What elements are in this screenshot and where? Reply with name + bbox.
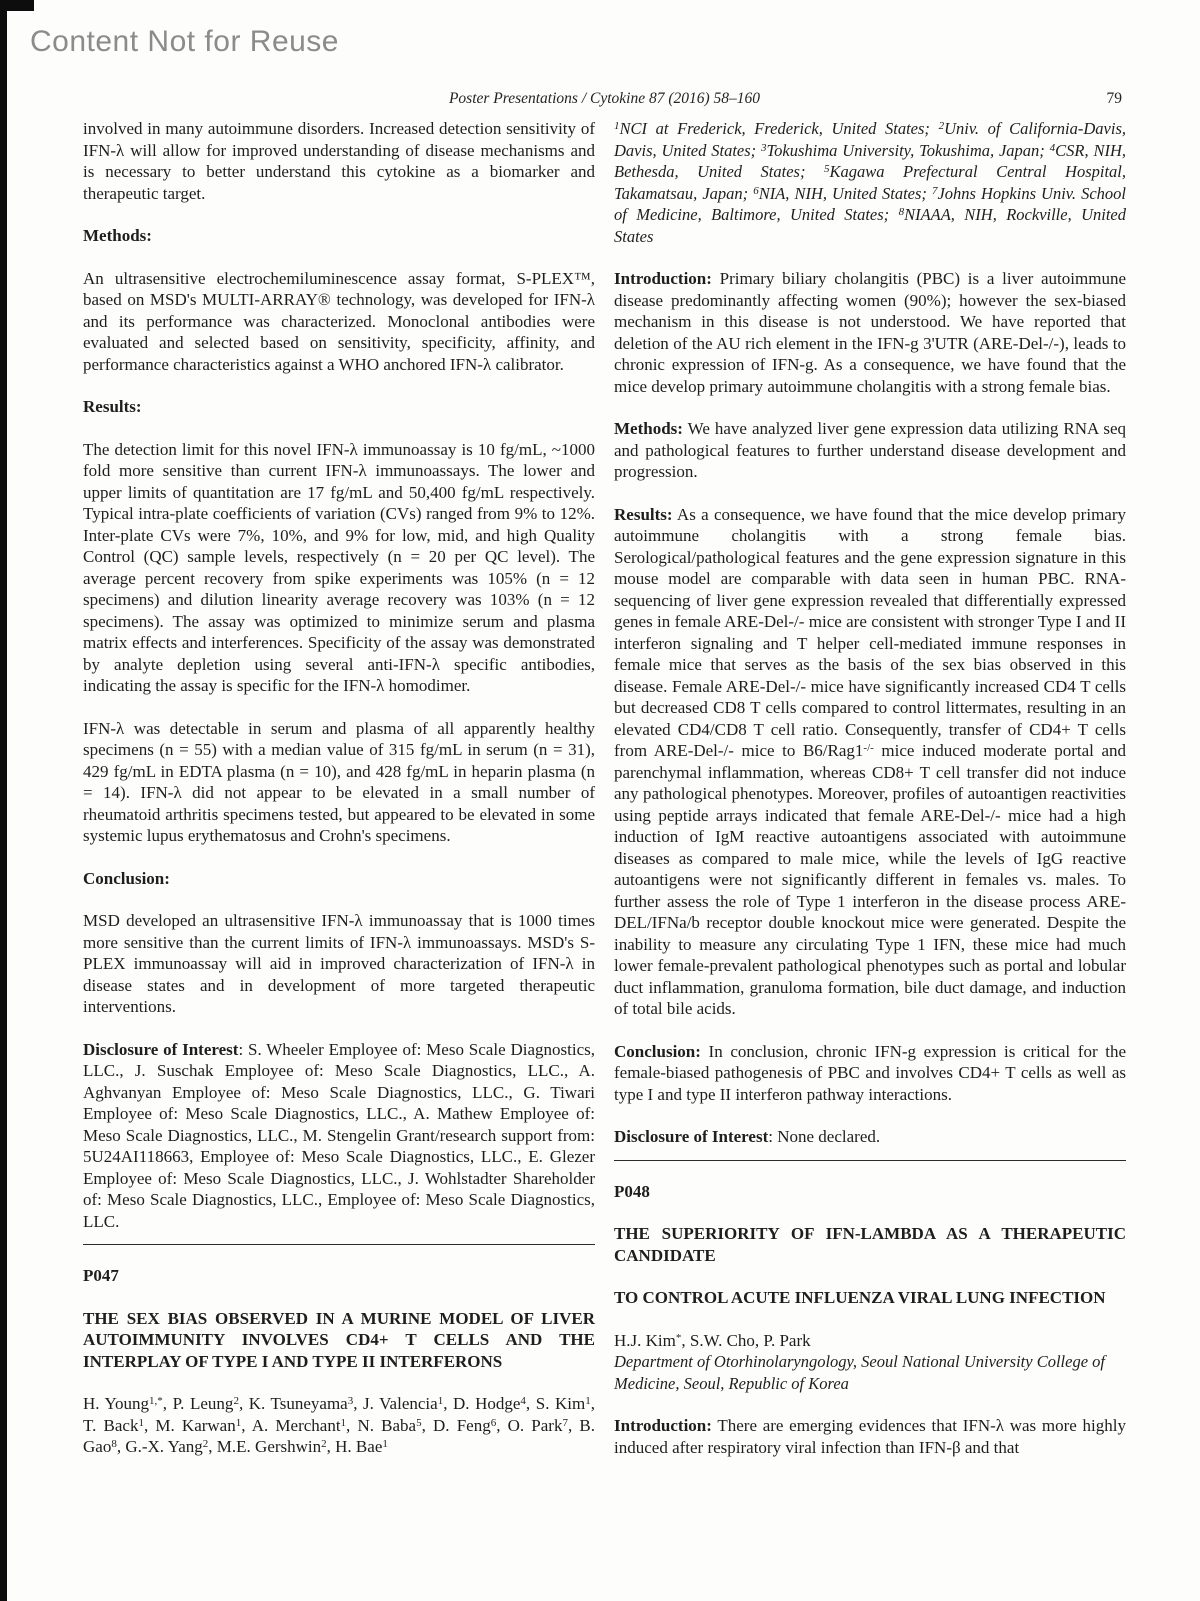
affiliation-p048: Department of Otorhinolaryngology, Seoul National University College of Medicine, Seoul, Republic of Korea bbox=[614, 1352, 1105, 1393]
methods-heading: Methods: bbox=[83, 226, 152, 245]
results-heading: Results: bbox=[83, 397, 142, 416]
introduction-paragraph: Introduction: Primary biliary cholangitis (PBC) is a liver autoimmune disease predominantly affecting women (90%); however the sex-biased mechanism in this disease is not understood. We have reported that deletion of the AU rich element in the IFN-g 3'UTR (ARE-Del-/-), leads to chronic expression of IFN-g. As a consequence, we have found that the mice develop primary autoimmune cholangitis with a strong female bias. bbox=[614, 269, 1126, 396]
conclusion-heading: Conclusion: bbox=[83, 868, 170, 888]
abstract-title-p048-line2: TO CONTROL ACUTE INFLUENZA VIRAL LUNG INFECTION bbox=[614, 1288, 1106, 1307]
results-paragraph: Results: As a consequence, we have found that the mice develop primary autoimmune cholangitis with a strong female bias. Serological/pathological features and the gene expression signature in this mouse model are comparable with data seen in human PBC. RNA-sequencing of liver gene expression revealed that differentially expressed genes in female ARE-Del-/- mice are consistent with stronger Type I and II interferon signaling and T helper cell-mediated immune responses in female mice that serves as the basis of the sex bias observed in this disease. Female ARE-Del-/- mice have significantly increased CD4 T cells but decreased CD8 T cells compared to control littermates, resulting in an elevated CD4/CD8 T cell ratio. Consequently, transfer of CD4+ T cells from ARE-Del-/- mice to B6/Rag1-/- mice induced moderate portal and parenchymal inflammation, whereas CD8+ T cell transfer did not induce any pathological phenotypes. Moreover, profiles of autoantigen reactivities using peptide arrays indicated that female ARE-Del-/- mice had a high induction of IgM reactive autoantigens associated with autoimmune diseases as compared to male mice, while the levels of IgG reactive autoantigens were not significantly different in females vs. males. To further assess the role of Type 1 interferon in the disease process ARE-DEL/IFNa/b receptor double knockout mice were generated. Despite the inability to measure any circulating Type 1 IFN, these mice had much lower female-prevalent pathological phenotypes such as portal and lobular duct inflammation, granuloma formation, bile duct damage, and induction of total bile acids. bbox=[614, 504, 1126, 1018]
author-list-p048: H.J. Kim*, S.W. Cho, P. Park bbox=[614, 1330, 811, 1350]
methods-paragraph: Methods: We have analyzed liver gene expression data utilizing RNA seq and pathological features to further understand disease development and progression. bbox=[614, 419, 1126, 481]
watermark-text: Content Not for Reuse bbox=[30, 25, 339, 58]
methods-paragraph: An ultrasensitive electrochemiluminescence assay format, S-PLEX™, based on MSD's MULTI-ARRAY® technology, was developed for IFN-λ and its performance was characterized. Monoclonal antibodies were evaluated and selected based on sensitivity, specificity, affinity, and performance characteristics against a WHO anchored IFN-λ calibrator. bbox=[83, 268, 595, 374]
results-paragraph-2: IFN-λ was detectable in serum and plasma of all apparently healthy specimens (n = 55) with a median value of 315 fg/mL in serum (n = 31), 429 fg/mL in EDTA plasma (n = 10), and 428 fg/mL in heparin plasma (n = 14). IFN-λ did not appear to be elevated in a small number of rheumatoid arthritis specimens tested, but appeared to be elevated in some systemic lupus erythematosus and Crohn's specimens. bbox=[83, 718, 595, 845]
introduction-paragraph-p048: Introduction: There are emerging evidences that IFN-λ was more highly induced after respiratory viral infection than IFN-β and that bbox=[614, 1416, 1126, 1457]
conclusion-paragraph: Conclusion: In conclusion, chronic IFN-g expression is critical for the female-biased pathogenesis of PBC and involves CD4+ T cells as well as type I and type II interferon pathway interactions. bbox=[614, 1041, 1126, 1104]
abstract-id-p047: P047 bbox=[83, 1266, 119, 1285]
journal-citation: Poster Presentations / Cytokine 87 (2016) 58–160 bbox=[448, 90, 761, 107]
results-paragraph-1: The detection limit for this novel IFN-λ immunoassay is 10 fg/mL, ~1000 fold more sensitive than current IFN-λ immunoassays. The lower and upper limits of quantitation are 17 fg/mL and 50,400 fg/mL respectively. Typical intra-plate coefficients of variation (CVs) ranged from 9% to 12%. Inter-plate CVs were 7%, 10%, and 9% for low, mid, and high Quality Control (QC) sample levels, respectively (n = 20 per QC level). The average percent recovery from spike experiments was 105% (n = 12 specimens) and dilution linearity average recovery was 103% (n = 12 specimens). The assay was optimized to minimize serum and plasma matrix effects and interferences. Specificity of the assay was demonstrated by analyte depletion using several anti-IFN-λ specific antibodies, indicating the assay is specific for the IFN-λ homodimer. bbox=[83, 439, 595, 695]
disclosure-paragraph: Disclosure of Interest: S. Wheeler Employee of: Meso Scale Diagnostics, LLC., J. Suschak Employee of: Meso Scale Diagnostics, LLC., A. Aghvanyan Employee of: Meso Scale Diagnostics, LLC., G. Tiwari Employee of: Meso Scale Diagnostics, LLC., A. Mathew Employee of: Meso Scale Diagnostics, LLC., M. Stengelin Grant/research support from: 5U24AI118663, Employee of: Meso Scale Diagnostics, LLC., E. Glezer Employee of: Meso Scale Diagnostics, LLC., J. Wohlstadter Shareholder of: Meso Scale Diagnostics, LLC., Employee of: Meso Scale Diagnostics, LLC. bbox=[83, 1039, 595, 1231]
top-left-scan-mark bbox=[0, 0, 34, 11]
abstract-continued-paragraph: involved in many autoimmune disorders. Increased detection sensitivity of IFN-λ will allow for improved understanding of disease mechanisms and is necessary to better understand this cytokine as a biomarker and therapeutic target. bbox=[83, 119, 595, 203]
page-header bbox=[83, 90, 1126, 112]
abstract-title-p048-line1: THE SUPERIORITY OF IFN-LAMBDA AS A THERAPEUTIC CANDIDATE bbox=[614, 1224, 1126, 1265]
abstract-id-p048: P048 bbox=[614, 1181, 650, 1201]
abstract-title-p047: THE SEX BIAS OBSERVED IN A MURINE MODEL OF LIVER AUTOIMMUNITY INVOLVES CD4+ T CELLS AND THE INTERPLAY OF TYPE I AND TYPE II INTERFERONS bbox=[83, 1308, 595, 1371]
left-edge-scan-bar bbox=[0, 0, 7, 1601]
section-divider bbox=[614, 1160, 1126, 1161]
affiliation-list-p047: $^1$NCI at Frederick, Frederick, United States; $^2$Univ. of California-Davis, Davis, United States; $^3$Tokushima University, Tokushima, Japan; $^4$CSR, NIH, Bethesda, United States; $^5$Kagawa Prefectural Central Hospital, Takamatsau, Japan; $^6$NIA, NIH, United States; $^7$Johns Hopkins Univ. School of Medicine, Baltimore, United States; $^8$NIAAA, NIH, Rockville, United States bbox=[614, 119, 1127, 246]
section-divider bbox=[83, 1244, 595, 1245]
conclusion-paragraph: MSD developed an ultrasensitive IFN-λ immunoassay that is 1000 times more sensitive than the current limits of IFN-λ immunoassays. MSD's S-PLEX immunoassay will aid in improved characterization of IFN-λ in disease states and in development of more targeted therapeutic interventions. bbox=[83, 911, 595, 1016]
disclosure-paragraph: Disclosure of Interest: None declared. bbox=[614, 1127, 881, 1146]
right-column bbox=[614, 118, 1126, 1479]
author-list-p047: H. Young$^{1,*}$, P. Leung$^2$, K. Tsuneyama$^3$, J. Valencia$^1$, D. Hodge$^4$, S. Kim$^1$, T. Back$^1$, M. Karwan$^1$, A. Merchant$^1$, N. Baba$^5$, D. Feng$^6$, O. Park$^7$, B. Gao$^8$, G.-X. Yang$^2$, M.E. Gershwin$^2$, H. Bae$^1$ bbox=[83, 1394, 595, 1456]
page-number: 79 bbox=[1106, 90, 1122, 107]
left-column bbox=[83, 118, 595, 1479]
author-affiliation-block-p048 bbox=[614, 1330, 1126, 1395]
two-column-body bbox=[83, 118, 1126, 1479]
